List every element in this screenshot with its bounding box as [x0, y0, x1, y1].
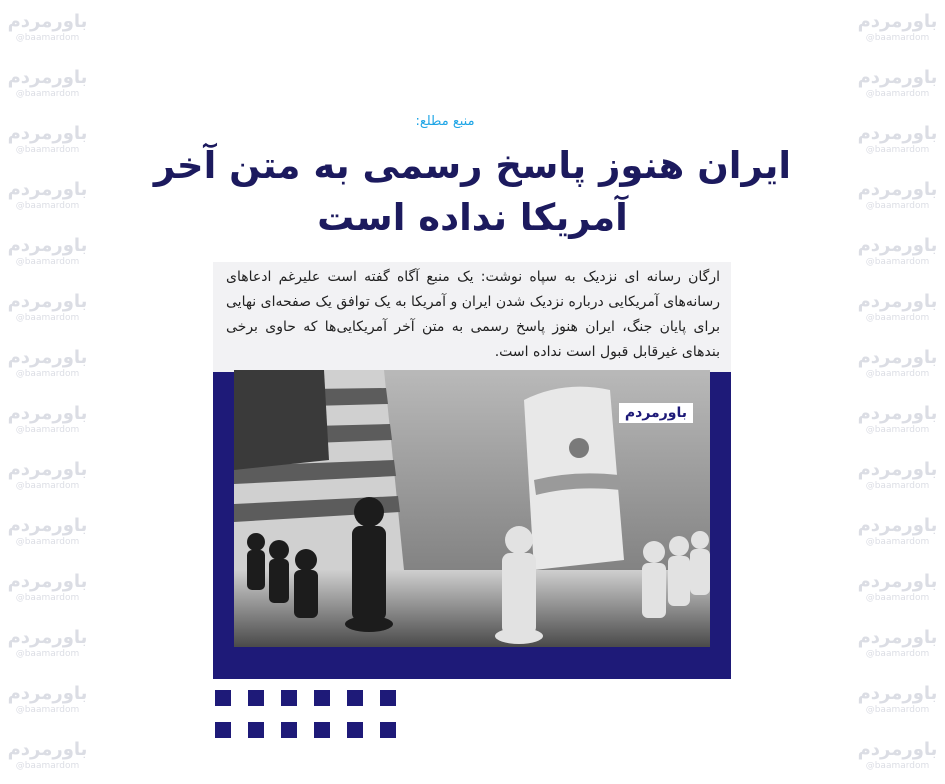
watermark-handle: @baamardom	[865, 369, 930, 379]
source-label: منبع مطلع:	[415, 114, 475, 129]
watermark-logo: باورمردم	[857, 67, 938, 88]
watermark-logo: باورمردم	[857, 459, 938, 480]
watermark-item	[850, 168, 945, 224]
watermark-handle: @baamardom	[15, 369, 80, 379]
watermark-handle: @baamardom	[15, 313, 80, 323]
watermark-item	[850, 56, 945, 112]
watermark-item	[850, 0, 945, 56]
watermark-logo: باورمردم	[857, 347, 938, 368]
watermark-logo: باورمردم	[7, 123, 88, 144]
watermark-handle: @baamardom	[865, 649, 930, 659]
decorative-dot	[248, 722, 264, 738]
watermark-item	[0, 112, 95, 168]
watermark-item	[850, 728, 945, 784]
watermark-handle: @baamardom	[865, 201, 930, 211]
watermark-handle: @baamardom	[15, 201, 80, 211]
watermark-logo: باورمردم	[7, 291, 88, 312]
watermark-logo: باورمردم	[857, 627, 938, 648]
watermark-logo: باورمردم	[857, 403, 938, 424]
watermark-handle: @baamardom	[15, 425, 80, 435]
watermark-item	[0, 392, 95, 448]
watermark-logo: باورمردم	[7, 571, 88, 592]
watermark-handle: @baamardom	[15, 33, 80, 43]
watermark-item	[0, 168, 95, 224]
watermark-item	[0, 672, 95, 728]
watermark-handle: @baamardom	[15, 537, 80, 547]
watermark-item	[850, 336, 945, 392]
watermark-item	[0, 560, 95, 616]
watermark-logo: باورمردم	[7, 179, 88, 200]
watermark-item	[0, 280, 95, 336]
watermark-logo: باورمردم	[857, 179, 938, 200]
watermark-logo: باورمردم	[7, 739, 88, 760]
decorative-dot	[347, 722, 363, 738]
watermark-handle: @baamardom	[865, 705, 930, 715]
watermark-item	[0, 504, 95, 560]
watermark-item	[850, 280, 945, 336]
watermark-handle: @baamardom	[15, 89, 80, 99]
watermark-logo: باورمردم	[7, 11, 88, 32]
decorative-dot	[215, 722, 231, 738]
body-text: ارگان رسانه ای نزدیک به سپاه نوشت: یک منبع آگاه گفته است علیرغم ادعاهای رسانه‌های آمریکایی درباره نزدیک شدن ایران و آمریکا به یک توافق یک صفحه‌ای نهایی برای پایان جنگ، ایران هنوز پاسخ رسمی به متن آخر آمریکایی‌ها که حاوی برخی بندهای غیرقابل قبول است نداده است.	[226, 269, 720, 360]
watermark-logo: باورمردم	[857, 739, 938, 760]
watermark-handle: @baamardom	[865, 313, 930, 323]
watermark-logo: باورمردم	[857, 515, 938, 536]
watermark-item	[850, 224, 945, 280]
decorative-dot	[314, 722, 330, 738]
watermark-handle: @baamardom	[15, 761, 80, 771]
watermark-item	[0, 616, 95, 672]
decorative-dot	[347, 690, 363, 706]
watermark-handle: @baamardom	[865, 761, 930, 771]
watermark-item	[850, 504, 945, 560]
watermark-handle: @baamardom	[15, 649, 80, 659]
watermark-logo: باورمردم	[857, 291, 938, 312]
headline-line-2: آمریکا نداده است	[317, 196, 628, 239]
watermark-item	[0, 56, 95, 112]
watermark-handle: @baamardom	[15, 593, 80, 603]
watermark-logo: باورمردم	[857, 235, 938, 256]
iran-flag	[524, 387, 624, 570]
headline-line-1: ایران هنوز پاسخ رسمی به متن آخر	[153, 144, 792, 187]
watermark-item	[850, 616, 945, 672]
decorative-dot	[281, 722, 297, 738]
watermark-handle: @baamardom	[15, 481, 80, 491]
watermark-logo: باورمردم	[7, 627, 88, 648]
watermark-item	[850, 560, 945, 616]
watermark-item	[0, 728, 95, 784]
watermark-logo: باورمردم	[857, 571, 938, 592]
watermark-item	[850, 112, 945, 168]
watermark-handle: @baamardom	[865, 145, 930, 155]
watermark-item	[0, 336, 95, 392]
watermark-logo: باورمردم	[857, 11, 938, 32]
watermark-handle: @baamardom	[15, 705, 80, 715]
watermark-logo: باورمردم	[7, 403, 88, 424]
watermark-item	[850, 672, 945, 728]
watermark-handle: @baamardom	[865, 257, 930, 267]
watermark-item	[0, 448, 95, 504]
watermark-item	[850, 448, 945, 504]
decorative-dot	[314, 690, 330, 706]
watermark-item	[850, 392, 945, 448]
watermark-handle: @baamardom	[15, 257, 80, 267]
headline	[150, 140, 795, 244]
photo-logo: باورمردم	[619, 403, 693, 423]
watermark-logo: باورمردم	[7, 515, 88, 536]
watermark-handle: @baamardom	[865, 425, 930, 435]
watermark-column-right	[850, 0, 945, 771]
watermark-logo: باورمردم	[7, 683, 88, 704]
watermark-item	[0, 0, 95, 56]
decorative-dot	[380, 690, 396, 706]
watermark-logo: باورمردم	[7, 235, 88, 256]
watermark-logo: باورمردم	[857, 123, 938, 144]
watermark-handle: @baamardom	[865, 481, 930, 491]
watermark-logo: باورمردم	[7, 347, 88, 368]
watermark-logo: باورمردم	[7, 67, 88, 88]
watermark-handle: @baamardom	[865, 33, 930, 43]
decorative-dot	[248, 690, 264, 706]
watermark-handle: @baamardom	[865, 593, 930, 603]
watermark-handle: @baamardom	[865, 537, 930, 547]
decorative-dot	[215, 690, 231, 706]
watermark-logo: باورمردم	[857, 683, 938, 704]
watermark-handle: @baamardom	[15, 145, 80, 155]
watermark-item	[0, 224, 95, 280]
watermark-column-left	[0, 0, 95, 771]
watermark-logo: باورمردم	[7, 459, 88, 480]
decorative-dot	[281, 690, 297, 706]
decorative-dot	[380, 722, 396, 738]
watermark-handle: @baamardom	[865, 89, 930, 99]
news-photo	[234, 370, 710, 647]
